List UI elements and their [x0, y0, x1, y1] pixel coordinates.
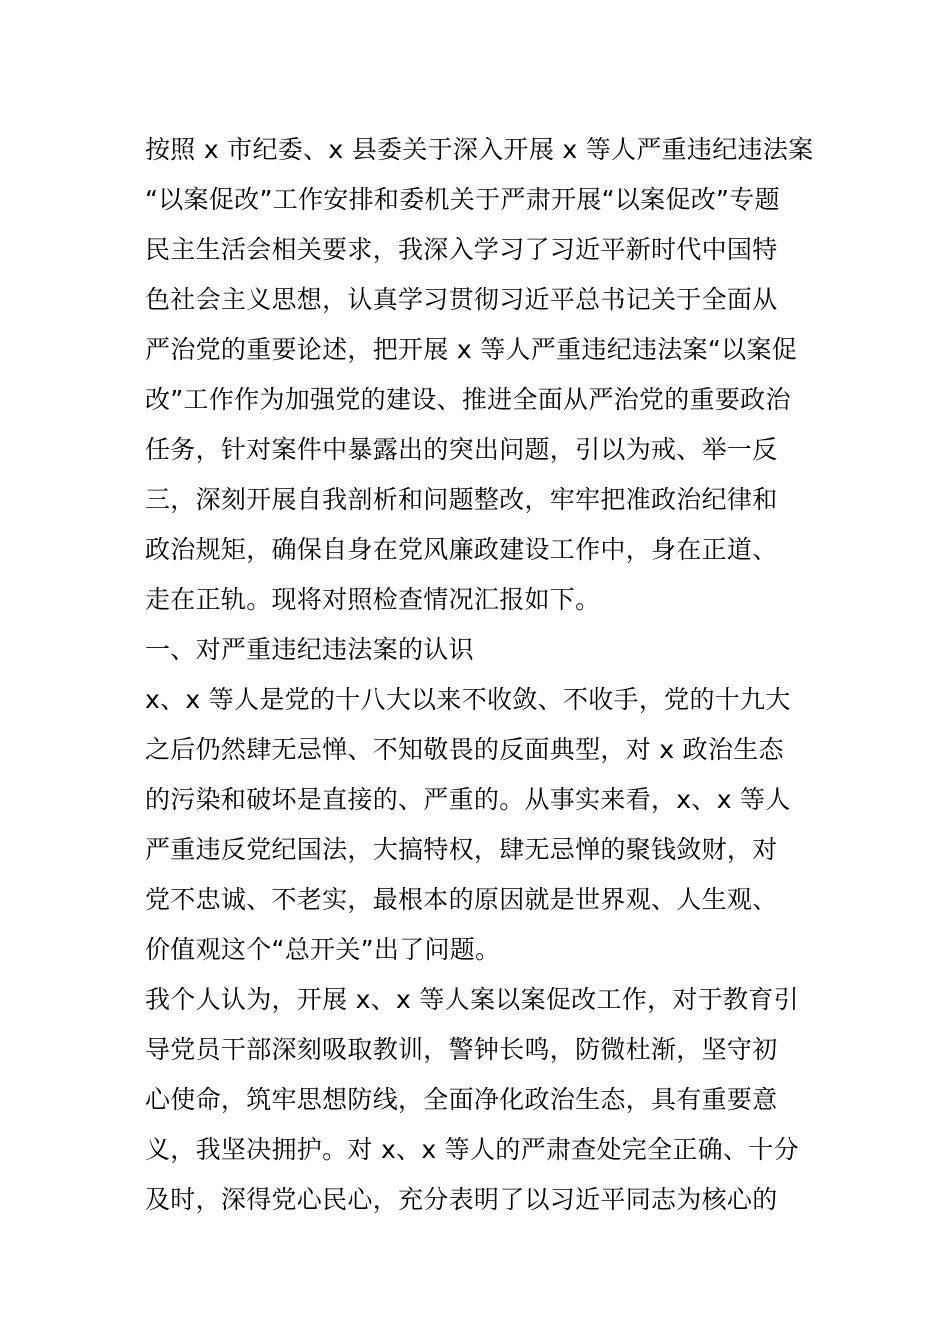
text-line: 及时，深得党心民心，充分表明了以习近平同志为核心的 [145, 1185, 778, 1214]
text-line: 严重违反党纪国法，大搞特权，肆无忌惮的聚钱敛财，对 [145, 835, 778, 864]
text-line: 严治党的重要论述，把开展 x 等人严重违纪违法案“以案促 [145, 335, 798, 364]
text-line: 改”工作作为加强党的建设、推进全面从严治党的重要政治 [145, 385, 791, 414]
text-line: “以案促改”工作安排和委机关于严肃开展“以案促改”专题 [145, 185, 780, 214]
text-line: 民主生活会相关要求，我深入学习了习近平新时代中国特 [145, 235, 778, 264]
text-line: 导党员干部深刻吸取教训，警钟长鸣，防微杜渐，坚守初 [145, 1035, 778, 1064]
text-line: 心使命，筑牢思想防线，全面净化政治生态，具有重要意 [145, 1085, 778, 1114]
text-line: 走在正轨。现将对照检查情况汇报如下。 [145, 585, 601, 614]
text-line: 义，我坚决拥护。对 x、x 等人的严肃查处完全正确、十分 [145, 1135, 799, 1164]
text-line: 的污染和破坏是直接的、严重的。从事实来看，x、x 等人 [145, 785, 791, 814]
text-line: 任务，针对案件中暴露出的突出问题，引以为戒、举一反 [145, 435, 778, 464]
text-line: 我个人认为，开展 x、x 等人案以案促改工作，对于教育引 [145, 985, 799, 1014]
text-line: 政治规矩，确保自身在党风廉政建设工作中，身在正道、 [145, 535, 778, 564]
text-line: 三，深刻开展自我剖析和问题整改，牢牢把准政治纪律和 [145, 485, 778, 514]
text-line: 按照 x 市纪委、x 县委关于深入开展 x 等人严重违纪违法案 [145, 135, 814, 164]
text-line: x、x 等人是党的十八大以来不收敛、不收手，党的十九大 [145, 685, 791, 714]
document-body [145, 125, 814, 1225]
text-line: 色社会主义思想，认真学习贯彻习近平总书记关于全面从 [145, 285, 778, 314]
text-line: 之后仍然肆无忌惮、不知敬畏的反面典型，对 x 政治生态 [145, 735, 784, 764]
section-heading: 一、对严重违纪违法案的认识 [145, 635, 474, 664]
text-line: 党不忠诚、不老实，最根本的原因就是世界观、人生观、 [145, 885, 778, 914]
text-line: 价值观这个“总开关”出了问题。 [145, 935, 501, 964]
